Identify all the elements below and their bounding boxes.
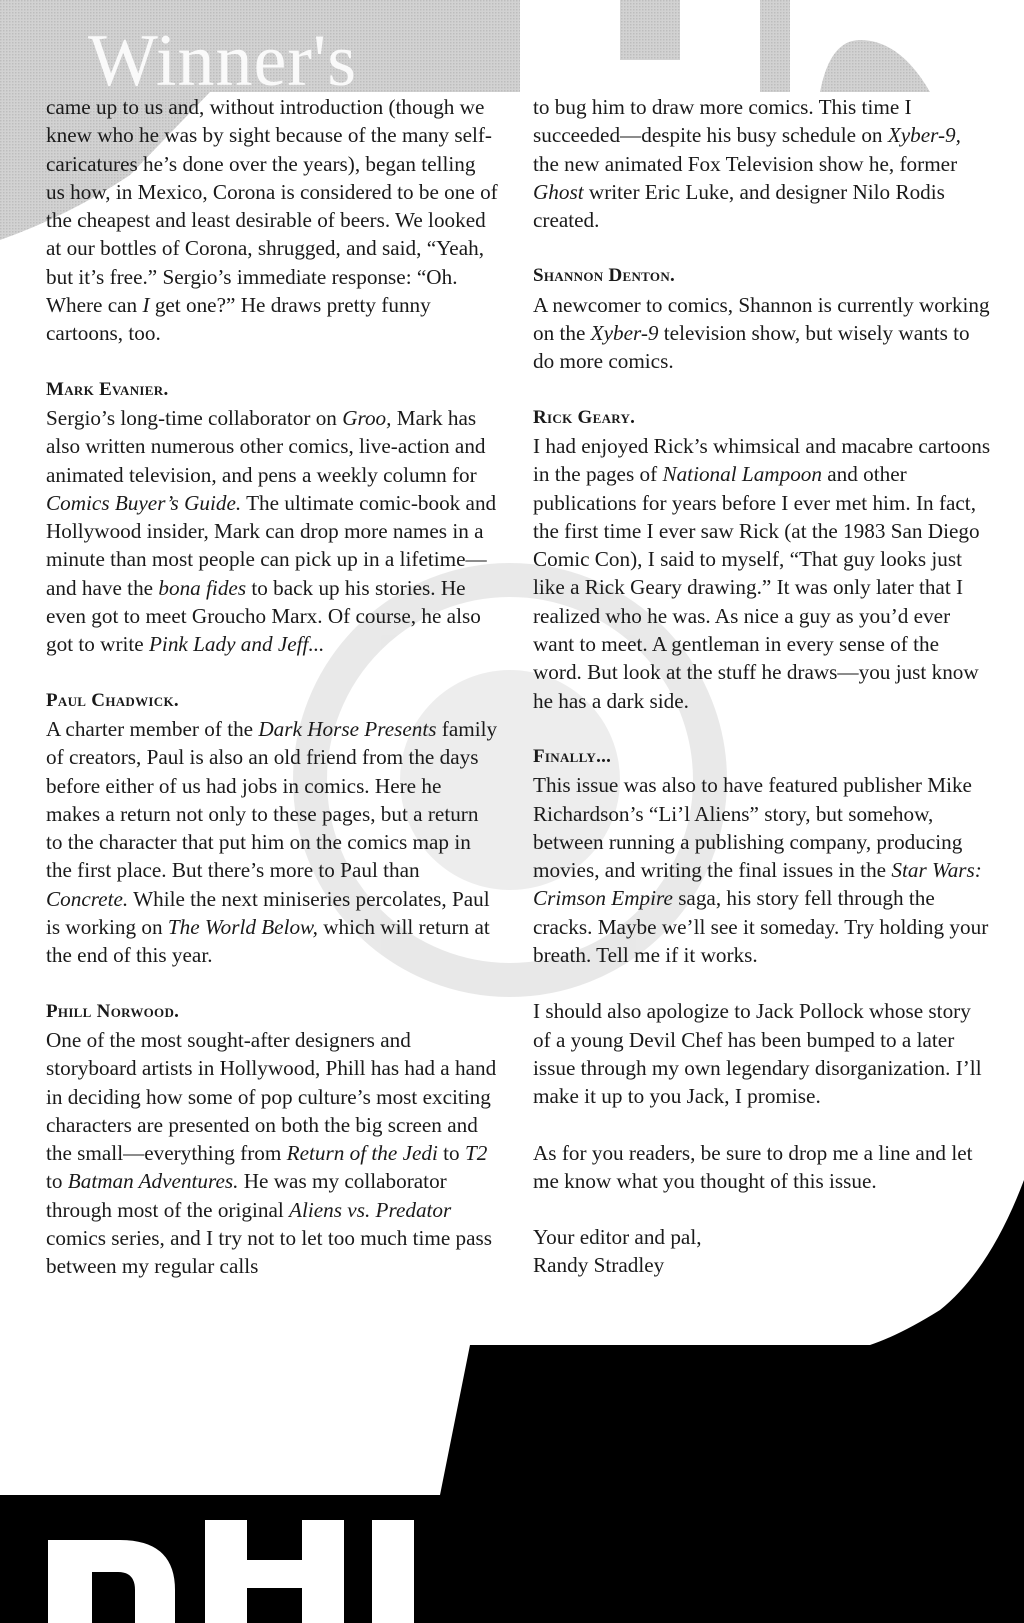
text: writer Eric Luke, and designer Nilo Rodis created.: [533, 179, 945, 233]
italic-text: Dark Horse Presents: [258, 716, 437, 741]
text: family of creators, Paul is also an old friend from the days before either of us had jobs in comics. Here he makes a return not only to these pages, but a return to the character that put him on the comics map in the first place. But there’s more to Paul than: [46, 716, 498, 883]
text: Mark has also written numerous other comics, live-action and animated television, and pens a weekly column for: [46, 405, 486, 487]
italic-text: Groo,: [342, 405, 392, 430]
text: The ultimate comic-book and Hollywood insider, Mark can drop more names in a minute than most people can pick up in a lifetime—and have the: [46, 490, 497, 600]
entry-name: Rick Geary.: [533, 406, 636, 428]
entry-phill-norwood: [46, 998, 498, 1281]
text: This issue was also to have featured publisher Mike Richardson’s “Li’l Aliens” story, but somehow, between running a publishing company, producing movies, and writing the final issues in the: [533, 773, 972, 883]
entry-body: [46, 1026, 498, 1281]
text: get one?” He draws pretty funny cartoons, too.: [46, 293, 431, 346]
entry-continued: [533, 93, 991, 234]
text: I should also apologize to Jack Pollock whose story of a young Devil Chef has been bumped to a later issue through my own legendary disorganization. I’ll make it up to you Jack, I promise.: [533, 999, 982, 1109]
left-column: [46, 93, 498, 1309]
italic-text: I: [142, 293, 150, 318]
text: and other publications for years before I ever met him. In fact, the first time I ever saw Rick (at the 1983 San Diego Comic Con), I said to myself, “That guy looks just like a Rick Geary drawing.” It was only later that I realized who he was. As nice a guy as you’d ever want to meet. A gentleman in every sense of the word. But look at the stuff he draws—you just know he has a dark side.: [533, 462, 980, 713]
section-heading: Winner's: [88, 20, 358, 102]
italic-text: Concrete.: [46, 886, 129, 911]
text: A charter member of the: [46, 716, 259, 741]
text: to: [437, 1141, 465, 1166]
italic-text: Xyber-9,: [887, 123, 961, 148]
text: He was my collaborator through most of the original: [46, 1169, 447, 1222]
text: to back up his stories. He even got to meet Groucho Marx. Of course, he also got to write: [46, 575, 481, 657]
entry-rick-geary: [533, 404, 991, 715]
entry-apology: [533, 997, 991, 1110]
italic-text: The World Below,: [167, 915, 318, 940]
text: saga, his story fell through the cracks. Maybe we’ll see it someday. Try holding your breath. Tell me if it works.: [533, 886, 989, 968]
entry-signoff: [533, 1223, 991, 1280]
text: which will return at the end of this year.: [46, 915, 490, 968]
italic-text: Return of the Jedi: [286, 1141, 438, 1166]
text: came up to us and, without introduction (though we knew who he was by sight because of the many self-caricatures he’s done over the years), began telling us how, in Mexico, Corona is considered to be one of the cheapest and least desirable of beers. We looked at our bottles of Corona, shrugged, and said, “Yeah, but it’s free.” Sergio’s immediate response: “Oh. Where can: [46, 95, 498, 318]
text: comics series, and I try not to let too much time pass between my regular calls: [46, 1225, 493, 1279]
entry-body: [533, 93, 991, 234]
text: A newcomer to comics, Shannon is currently working on the: [533, 292, 990, 346]
entry-body: [533, 997, 991, 1110]
entry-shannon-denton: [533, 262, 991, 375]
entry-body: [533, 1139, 991, 1196]
italic-text: Ghost: [533, 179, 584, 204]
entry-name: Finally...: [533, 745, 612, 767]
entry-intro: [46, 93, 498, 348]
text: to bug him to draw more comics. This time I succeeded—despite his busy schedule on: [533, 95, 912, 148]
italic-text: National Lampoon: [662, 462, 822, 487]
italic-text: Xyber-9: [590, 321, 659, 346]
text: Randy Stradley: [533, 1253, 665, 1278]
entry-name: Shannon Denton.: [533, 265, 676, 287]
entry-body: [46, 93, 498, 348]
text: I had enjoyed Rick’s whimsical and macabre cartoons in the pages of: [533, 433, 991, 487]
text: Sergio’s long-time collaborator on: [46, 405, 343, 430]
entry-body: [533, 771, 991, 969]
entry-name: Mark Evanier.: [46, 378, 169, 400]
text: Your editor and pal,: [533, 1225, 702, 1250]
entry-paul-chadwick: [46, 687, 498, 970]
text: television show, but wisely wants to do more comics.: [533, 321, 970, 374]
text: One of the most sought-after designers and storyboard artists in Hollywood, Phill has had a hand in deciding how some of pop culture’s most exciting characters are presented on both the big screen and the small—everything from: [46, 1027, 497, 1166]
entry-body: [533, 432, 991, 715]
right-column: [533, 93, 991, 1308]
entry-body: [46, 715, 498, 970]
entry-body: [533, 1223, 991, 1280]
text: to: [46, 1169, 68, 1194]
entry-readers: [533, 1139, 991, 1196]
italic-text: Comics Buyer’s Guide.: [46, 490, 242, 515]
entry-name: Phill Norwood.: [46, 1000, 180, 1022]
italic-text: bona fides: [158, 575, 247, 600]
entry-mark-evanier: [46, 376, 498, 659]
entry-name: Paul Chadwick.: [46, 689, 179, 711]
text: While the next miniseries percolates, Paul is working on: [46, 886, 490, 940]
text: the new animated Fox Television show he, former: [533, 151, 958, 176]
italic-text: Aliens vs. Predator: [289, 1197, 452, 1222]
entry-body: [533, 291, 991, 376]
entry-finally: [533, 743, 991, 969]
italic-text: Star Wars: Crimson Empire: [533, 858, 982, 911]
italic-text: Pink Lady and Jeff...: [148, 632, 325, 657]
text: As for you readers, be sure to drop me a line and let me know what you thought of this issue.: [533, 1140, 973, 1193]
entry-body: [46, 404, 498, 659]
italic-text: Batman Adventures.: [67, 1169, 239, 1194]
italic-text: T2: [464, 1141, 488, 1166]
